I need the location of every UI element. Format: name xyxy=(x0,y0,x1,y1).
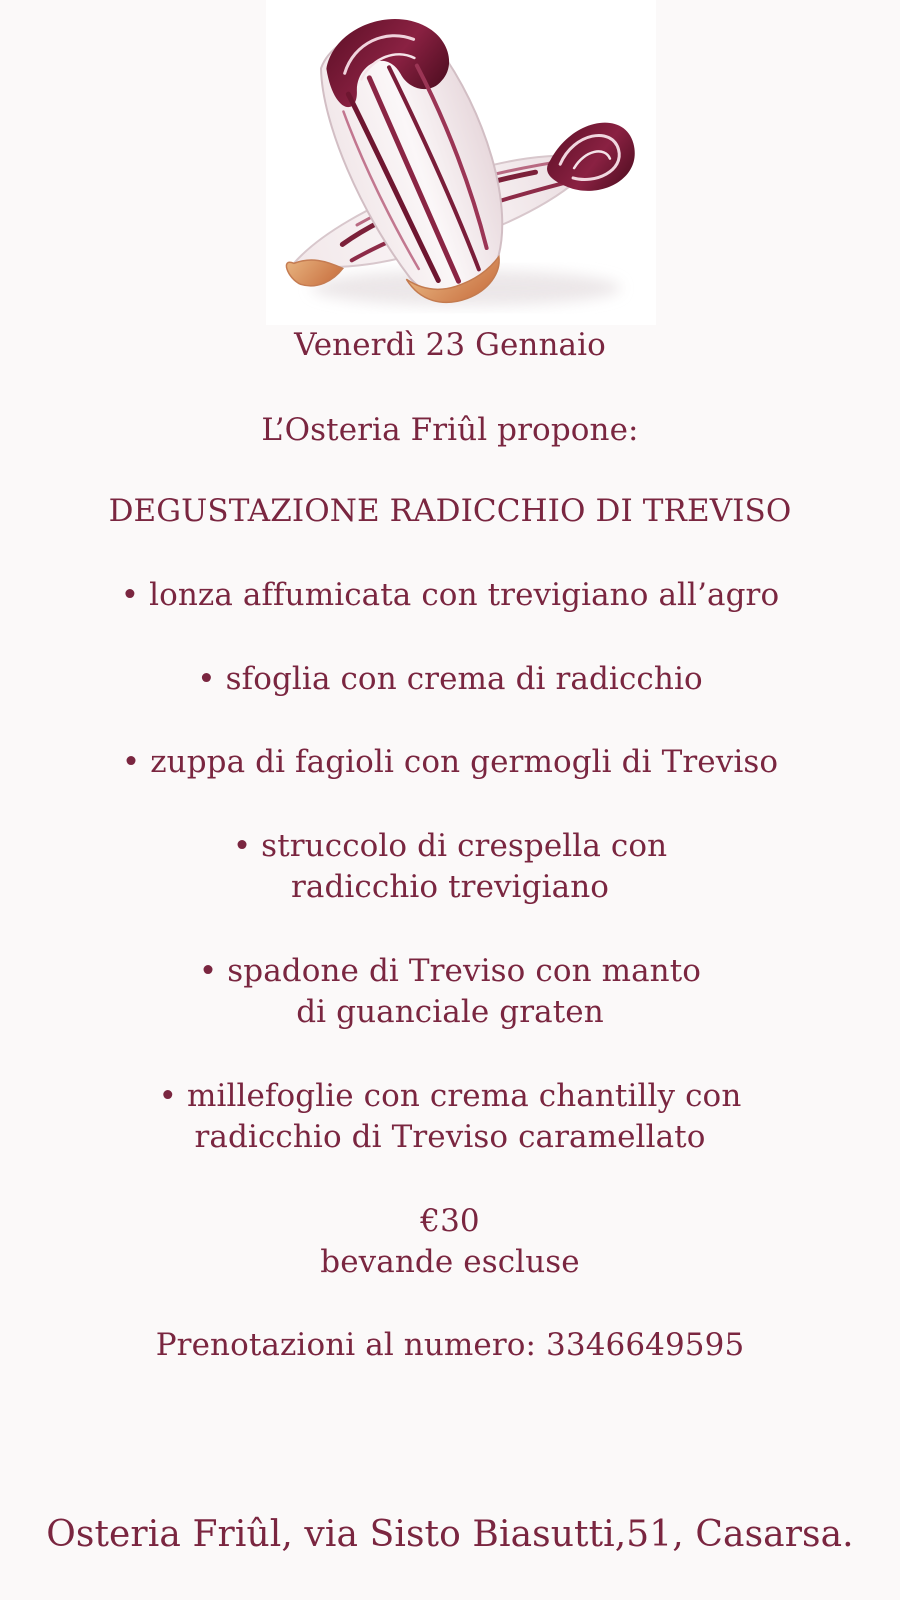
event-title: DEGUSTAZIONE RADICCHIO DI TREVISO xyxy=(108,493,792,529)
booking-info: Prenotazioni al numero: 3346649595 xyxy=(155,1327,745,1363)
menu-item-6-line-1: • millefoglie con crema chantilly con xyxy=(158,1078,742,1114)
price: €30 xyxy=(420,1203,480,1239)
event-intro: L’Osteria Friûl propone: xyxy=(261,412,639,448)
menu-item-1: • lonza affumicata con trevigiano all’agro xyxy=(120,577,780,613)
event-date: Venerdì 23 Gennaio xyxy=(294,327,606,363)
menu-item-3: • zuppa di fagioli con germogli di Treviso xyxy=(121,744,779,780)
menu-item-6-line-2: radicchio di Treviso caramellato xyxy=(194,1119,706,1155)
menu-item-4-line-2: radicchio trevigiano xyxy=(290,869,610,905)
footer-address: Osteria Friûl, via Sisto Biasutti,51, Casarsa. xyxy=(46,1514,854,1555)
menu-item-2: • sfoglia con crema di radicchio xyxy=(197,661,703,697)
menu-item-4-line-1: • struccolo di crespella con xyxy=(232,828,668,864)
menu-item-5-line-1: • spadone di Treviso con manto xyxy=(198,953,702,989)
price-note: bevande escluse xyxy=(320,1244,580,1280)
menu-item-5-line-2: di guanciale graten xyxy=(296,994,604,1030)
